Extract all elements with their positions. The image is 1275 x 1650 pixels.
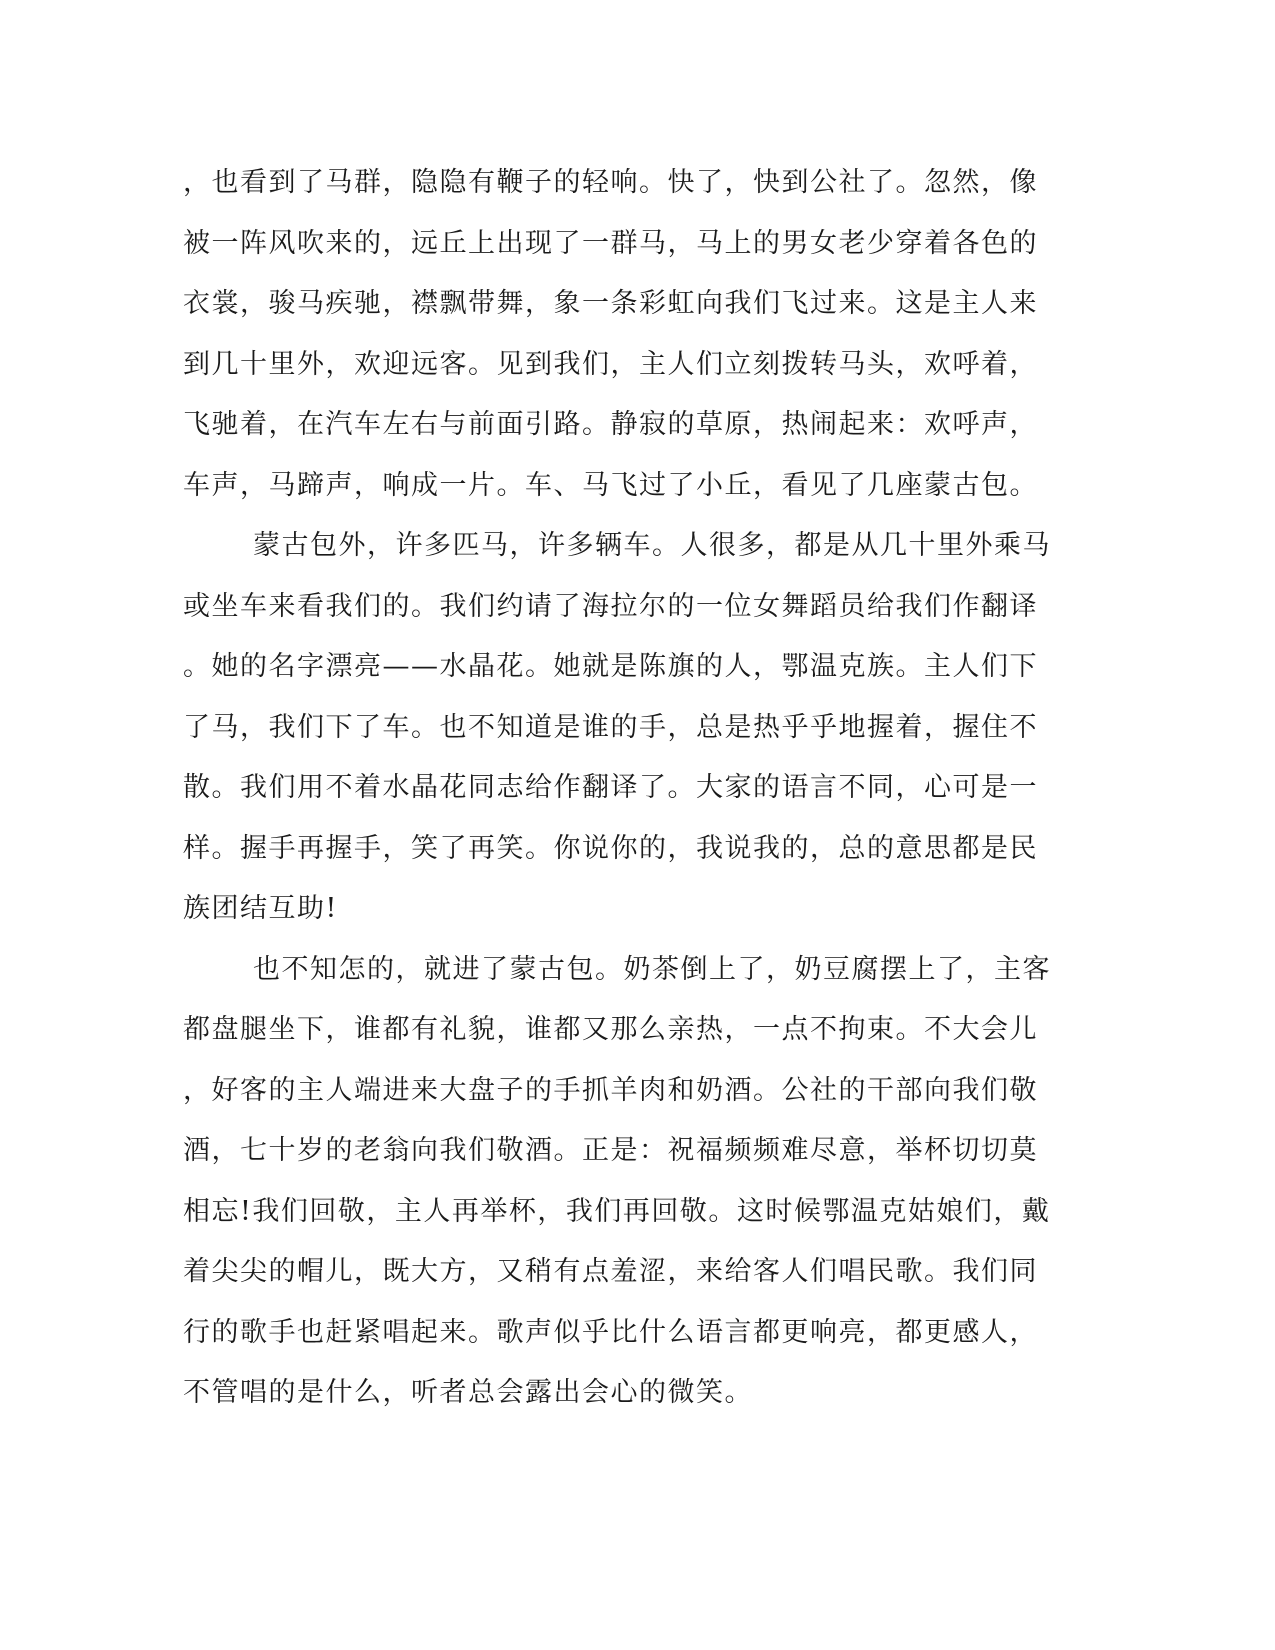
text-line: 族团结互助! <box>183 893 338 924</box>
text-line: 到几十里外，欢迎远客。见到我们，主人们立刻拨转马头，欢呼着， <box>183 348 1038 380</box>
text-line: 。她的名字漂亮——水晶花。她就是陈旗的人，鄂温克族。主人们下 <box>183 651 1038 682</box>
text-line: 衣裳，骏马疾驰，襟飘带舞，象一条彩虹向我们飞过来。这是主人来 <box>183 288 1038 319</box>
text-line: 样。握手再握手，笑了再笑。你说你的，我说我的，总的意思都是民 <box>183 832 1038 864</box>
text-line: 行的歌手也赶紧唱起来。歌声似乎比什么语言都更响亮，都更感人， <box>183 1316 1038 1348</box>
text-line: 了马，我们下了车。也不知道是谁的手，总是热乎乎地握着，握住不 <box>183 711 1038 743</box>
text-line: 都盘腿坐下，谁都有礼貌，谁都又那么亲热，一点不拘束。不大会儿 <box>183 1014 1038 1045</box>
text-line: 酒，七十岁的老翁向我们敬酒。正是：祝福频频难尽意，举杯切切莫 <box>183 1135 1038 1166</box>
paragraph-first-line: 蒙古包外，许多匹马，许多辆车。人很多，都是从几十里外乘马 <box>253 530 1051 561</box>
text-line: 或坐车来看我们的。我们约请了海拉尔的一位女舞蹈员给我们作翻译 <box>183 590 1038 622</box>
text-line: 被一阵风吹来的，远丘上出现了一群马，马上的男女老少穿着各色的 <box>183 227 1038 259</box>
body-text <box>183 162 1051 1433</box>
text-line: 相忘!我们回敬，主人再举杯，我们再回敬。这时候鄂温克姑娘们，戴 <box>183 1195 1051 1227</box>
text-line: ，好客的主人端进来大盘子的手抓羊肉和奶酒。公社的干部向我们敬 <box>183 1074 1038 1106</box>
paragraph-first-line: 也不知怎的，就进了蒙古包。奶茶倒上了，奶豆腐摆上了，主客 <box>253 953 1051 985</box>
text-line: 着尖尖的帽儿，既大方，又稍有点羞涩，来给客人们唱民歌。我们同 <box>183 1256 1038 1287</box>
text-line: 车声，马蹄声，响成一片。车、马飞过了小丘，看见了几座蒙古包。 <box>183 469 1038 501</box>
text-line: 不管唱的是什么，听者总会露出会心的微笑。 <box>183 1377 753 1408</box>
text-line: 散。我们用不着水晶花同志给作翻译了。大家的语言不同，心可是一 <box>183 772 1038 803</box>
text-line: ，也看到了马群，隐隐有鞭子的轻响。快了，快到公社了。忽然，像 <box>183 167 1038 198</box>
text-line: 飞驰着，在汽车左右与前面引路。静寂的草原，热闹起来：欢呼声， <box>183 409 1038 440</box>
